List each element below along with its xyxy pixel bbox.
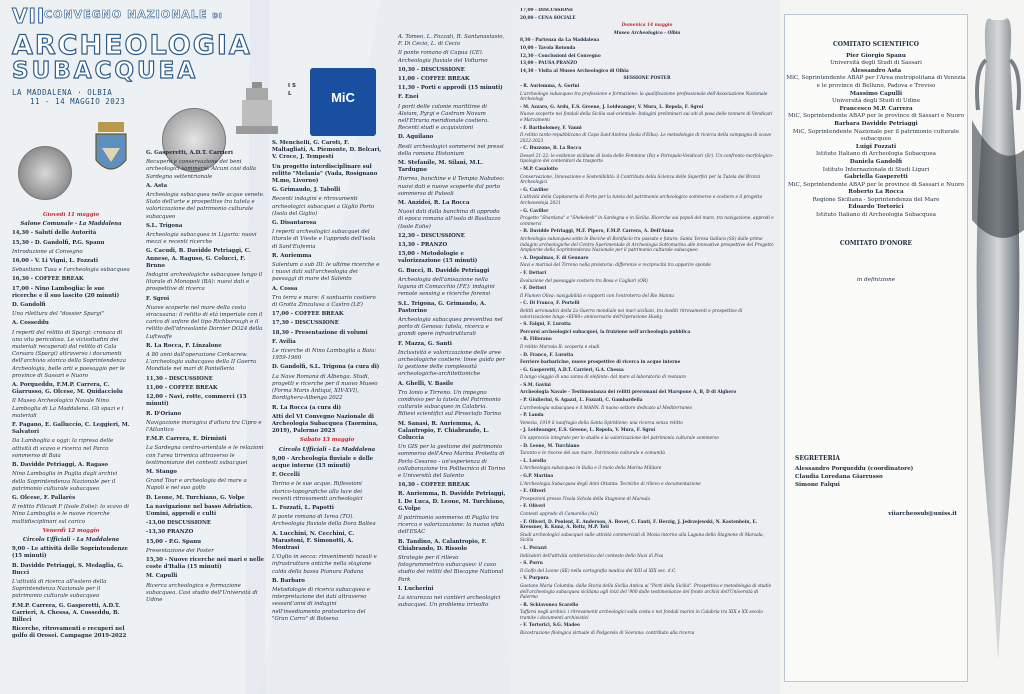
program-line: Il relitto Marzola II: scoperta e studi [520,344,600,350]
program-line: 13,30 - PRANZO [398,242,448,249]
column-2-list [146,150,266,604]
program-line: A. Porqueddu, F.M.P. Carrera, C. Giarrusso, G. Olcese, M. Quidacciolu [12,382,123,396]
program-line: G. Bucci, B. Davidde Petriaggi [398,267,490,274]
committee-member-name: Gabriella Gasperetti [844,174,908,181]
program-line: - P. Giulierini, S. Agazzi, L. Fozzati, C. Gambardella [520,398,643,404]
program-line: 16,30 - COFFEE BREAK [12,276,84,283]
program-line: L'archeologo subacqueo tra professione e formazione: la qualificazione professionale dell'Associazione Nazionale Archeologi [520,91,768,103]
program-line: Archeologia subacquea sotto le Bocche di Bonifacio tra passato e futuro: Santa Teresa Gallura (SS) dalle prime indagini archeologiche del Centro Sperimentale di Archeologia Sottomarina alle innovative prospettive del Progetto Ampliorite della Soprintendenza Nazionale per il patrimonio culturale subacqueo [520,237,774,254]
program-line: 9,00 - Le attività delle Soprintendenze (15 minuti) [12,546,128,560]
program-line: M. Stango [146,468,177,475]
column-4-list [398,34,506,609]
program-line: Ricerca archeologica e formazione subacquea. Casi studio dell'Università di Udine [146,582,258,603]
program-line: 13,00 - PAUSA PRANZO [520,61,578,67]
program-line: A 80 anni dall'operazione Corkscrew. L'archeologia subacquea della II Guerra Mondiale nei mari di Pantelleria [146,352,257,373]
program-line: Nino Lamboglia in Puglia dagli archivi della Soprintendenza Nazionale per il patrimonio culturale subacqueo [12,471,118,492]
program-line: M. Sanasi, R. Auriemma, A. Calantropio, F. Chiabrando, L. Coluccia [398,420,489,441]
program-line: A. Cosseddu [12,320,49,327]
program-line: I reperti del relitto di Spargi: cronaca di una vita pericolosa. Le vicissitudini dei materiali recuperati dal relitto di Cala Corsara (Spargi) attraverso i documenti dell'archivio storico della Soprintendenza Archeologia, belle arti e paesaggio per le province di Sassari e Nuoro [12,329,126,379]
program-line: R. La Rocca (a cura di) [272,404,342,411]
program-line: B. Davidde Petriaggi, S. Medaglia, G. Bucci [12,562,124,576]
program-line: Prospezioni presso l'Isola Schola della Stagnone di Marsala [520,496,651,502]
program-line: Il Museo Archeologico Navale Nino Lamboglia di La Maddalena. Gli spazi e i materiali [12,398,124,419]
program-line: - M.P. Casalotto [520,167,558,173]
program-line: 17,00 - COFFEE BREAK [272,311,344,318]
program-line: La sicurezza nei cantieri archeologici subacquei. Un problema irrisolto [398,595,501,609]
committee-member-name: Pier Giorgio Spanu [846,52,906,59]
committee-panel [784,14,968,682]
program-line: - J. Leidwanger, E.S. Greene, L. Repola, V. Mura, F. Sgroi [520,428,656,434]
program-line: M. Stefanile, M. Silani, M.L. Tardugno [398,160,483,174]
program-line: 15,30 - D. Gandolfi, P.G. Spanu [12,239,105,246]
program-line: - G. Caviller [520,208,549,214]
program-line: Venerdì 12 maggio [42,527,100,534]
program-line: 16,00 - V. Li Vigni, L. Fozzati [12,258,99,265]
program-line: Metodologie di ricerca subacquea e interpretazione dei dati attraverso sessant'anni di indagini nell'insediamento protostorico del "Gran Carro" di Bolsena [272,586,370,622]
program-line: Taranto e le risorse del suo mare. Patrimonio culturale e comunità [520,451,665,457]
program-line: Tra terra e mare: il santuario costiero di Grotta Zinzulusa a Castro (LE) [272,294,376,309]
program-line: Recenti indagini e ritrovamenti archeologici subacquei a Giglio Porto (Isola del Giglio) [272,196,375,217]
program-line: D. Gandolfi [12,302,46,309]
program-line: - C. Di Franco, F. Portelli [520,301,580,307]
committee-member-affiliation: MiC, Soprintendente ABAP per le province di Sassari e Nuoro [788,113,964,120]
program-line: - S. Falqui, F. Lurotta [520,322,571,328]
monument-logo-icon [232,80,282,138]
program-line: L'Archeologia subacquea in Italia e il ruolo della Marina Militare [520,466,662,472]
program-line: 12,30 - Conclusioni del Convegno [520,53,601,59]
program-column-5 [520,8,774,692]
program-line: Un GIS per la gestione del patrimonio sommerso dell'Area Marina Protetta di Porto Cesareo - un'esperienza di collaborazione tra Politecnico di Torino e Università del Salento [398,444,506,479]
program-line: - F. Oliverl [520,504,546,510]
program-line: -13,30 PRANZO [146,529,194,536]
committee-member-affiliation: Istituto Italiano di Archeologia Subacquea [815,151,937,158]
secretary-heading: SEGRETERIA [795,454,841,462]
program-line: - V. Purpura [520,576,549,582]
program-line: Archeologia subacquea preventiva nel porto di Genova: tutela, ricerca e grandi opere infrastrutturali [398,316,503,338]
program-line: 15,00 - Metodologie e valorizzazione (15 minuti) [398,251,478,265]
program-line: Il relitto Filicudi F (Isole Eolie): lo scavo di Nino Lamboglia e le nuove ricerche multidisciplinari sul carico [12,504,130,525]
program-column-2 [146,150,266,690]
program-line: Sabato 13 maggio [299,437,355,444]
program-line: Nuove scoperte nel mare della costa siracusana: il relitto di età imperiale con il carico di anfore del tipo Richborough e il relitto dell'idrovolante Dornier DO24 della Luftwaffe [146,304,263,340]
program-line: 20,00 - CENA SOCIALE [520,15,576,21]
program-line: 12,00 - Navi, rotte, commerci (15 minuti) [146,394,247,408]
committee-member-name: Francesco M.P. Carrera [839,105,913,112]
program-line: S.L. Trigona [146,222,183,229]
program-line: F. Mazza, G. Santi [398,340,452,347]
program-line: Archeologia dell'anisazione nella laguna di Comacchio (FE): indagini remote sensing e ricerche forensi [398,276,495,298]
program-line: Venezia, 1919 il naufragio della Santa Spiridione: una ricerca senza relitto [520,420,683,426]
program-line: 15,30 - Nuove ricerche nei mari e nelle coste d'Italia (15 minuti) [146,556,265,571]
program-line: A. Cossa [272,285,298,292]
program-line: Introduzione al Convegno [12,248,83,255]
program-line: D. Gandolfi, S.L. Trigona (a cura di) [272,364,380,371]
program-line: L'attività della Capitaneria di Porto per la tutela del patrimonio archeologico sommerso e costiero e il progetto Archeoesteja 2021 [520,195,763,207]
program-line: I. Lucherini [398,585,434,592]
program-line: Archeologia subacquea in Liguria: nuovi mezzi e recenti ricerche [146,232,257,246]
program-line: - F. Dettori [520,286,547,292]
program-line: Ricerche, ritrovamenti e recuperi nel golfo di Orosei. Campagne 2019-2022 [12,626,127,640]
program-line: M. Anzidei, R. La Rocca [398,200,470,207]
program-line: G. Grimaudo, J. Tabolli [272,187,341,194]
program-line: 11,30 - DISCUSSIONE [146,375,213,382]
university-seal-icon [18,146,72,200]
committee-member-name: Massimo Capulli [849,90,903,97]
committee-member-affiliation: MiC, Soprintendente ABAP per le province di Sassari e Nuoro [788,181,964,188]
program-line: - L. Perazzi [520,545,547,551]
program-line: 17,30 - DISCUSSIONE [272,320,339,327]
program-line: Museo Archeologico - Olbia [613,30,681,36]
program-line: Salentum a sub III: le ultime ricerche e i nuovi dati sull'archeologia dei paesaggi di mare del Salento [272,262,380,283]
program-line: Resti archeologici sommersi nei pressi della romana Histonium [398,143,504,157]
program-line: F. Pagano, E. Galluccio, C. Leggieri, M. Salvatori [12,422,130,436]
program-line: 15,00 - P.G. Spanu [146,538,202,545]
program-line: Il Fiumen Oliva: navigabilità e rapporti con l'entroterra del Rio Mannu [520,293,675,299]
program-line: Circolo Ufficiali - La Maddalena [22,536,120,543]
program-line: - S. Porru [520,561,543,567]
program-line: F. Avilia [272,338,296,345]
program-line: A. Asta [146,182,168,189]
program-line: Contesti approdo di Camarella (AG) [520,511,599,517]
program-line: - F. Dettori [520,270,547,276]
program-line: L'attività di ricerca all'estero della Soprintendenza Nazionale per il patrimonio culturale subacqueo [12,578,107,600]
program-line: Nuove scoperte nei fondali della Sicilia sud-orientale: Indagini preliminari sui siti di posa delle tonnare di Vendicari e Marzamemi [520,112,773,123]
program-line: Torino e le sue acque. Riflessioni storico-topografiche alla luce dei recenti ritrovamenti archeologici [272,481,363,502]
program-column-1 [12,212,130,692]
program-line: L'Oglio in secca: rinvenimenti navali e infrastrutture antiche nella stagione calda della bassa Pianura Padana [272,554,377,575]
program-line: F.M.P. Carrera, E. Dirminti [146,436,227,443]
program-line: 12,30 - DISCUSSIONE [398,232,465,239]
program-line: Il relitto tardo-repubblicano di Capo Sant'Andrea (Isola d'Elba). Le metodologie di ricerca della campagna di scavo 2022-2023 [520,133,772,144]
program-line: 11,30 - Porti e approdi (15 minuti) [398,85,503,92]
program-line: Horrea, banchine e il Tempio Nabateo: nuovi dati e nuove scoperte dal porto sommerso di Puteoli [398,176,505,197]
program-line: F. Enei [398,94,419,101]
program-line: Il ponte romano di Capua (CE). Archeologia fluviale del Volturno [398,50,488,64]
program-column-4 [398,34,506,690]
program-line: I porti delle colonie marittime di Alsium, Pyrgi e Castrum Novum nell'Etruria meridionale costiera. Recenti studi e acquisizioni [398,103,489,132]
program-line: G. Cacudi, B. Davidde Petriaggi, C. Annese, A. Raguso, G. Colucci, F. Bruno [146,248,251,269]
secretary-member: Simone Falqui [795,481,840,488]
honor-heading: COMITATO D'ONORE [839,239,913,247]
contact-email: viiarcheosub@uniss.it [888,511,957,518]
program-line: Tra Ionio e Tirreno. Un impegno condiviso per la tutela del Patrimonio culturale subacqueo in Calabria. Rilievi scientifici sul Pirosciafo Torino [398,389,501,418]
program-line: 8,30 - Partenza da La Maddalena [520,38,600,44]
program-line: Le ricerche di Nino Lamboglia a Baia: 1959-1960 [272,348,377,362]
program-line: A. Lucchini, N. Cecchini, C. Marastoni, F. Simonotti, A. Montrasi [272,530,355,551]
program-line: Inclusività e valorizzazione delle aree archeologiche costiere: linee guida per la gestione delle complessità archeologiche-architettoniche [398,349,505,378]
secretary-member: Alessandro Porqueddu (coordinatore) [795,466,914,473]
program-line: SESSIONE POSTER [623,76,671,82]
program-line: D. Aquilano [398,134,434,141]
event-dates: 11 - 14 MAGGIO 2023 [30,97,126,106]
program-line: Il ponte romano di Ivrea (TO). Archeologia fluviale della Dora Baltea [272,514,376,528]
program-line: Atti del VI Convegno Nazionale di Archeologia Subacquea (Taormina, 2019), Palermo 2023 [272,413,378,435]
program-line: - G.P. Martino [520,474,554,479]
program-line: - F. Tortorici, S.G. Madeo [520,623,580,629]
program-line: A. Ghelli, V. Basile [398,380,454,387]
committee-member-affiliation: Istituto Italiano di Archeologia Subacquea [815,212,937,219]
program-line: Percorsi archeologici subacquei, la fruizione nell'archeologia pubblica [520,329,691,335]
program-line: L. Fozzati, L. Papotti [272,504,334,511]
program-line: F. Occelli [272,472,300,479]
day-venue: Salone Comunale - La Maddalena [20,221,122,228]
program-line: - R. Filiorano [520,337,552,343]
program-line: - D. Leone, M. Turchiano [520,443,580,449]
program-line: Dessel 21-22: le evidenze siciliane di Isola delle Femmine (Pa) e Portopalo-Vendicari (Sr). Un confronto morfologico-tipologico dei contenitori da trasporto [520,153,774,165]
committee-member-affiliation: Regione Siciliana - Soprintendenza del Mare [812,196,940,203]
edition-number: VII [12,4,46,28]
program-line: 14,30 - Visita al Museo Archeologico di Olbia [520,68,629,74]
program-line: Da Lamboglia a oggi: la ripresa delle attività di scavo e ricerca nel Parco sommerso di Baia [12,438,114,459]
program-line: R. D'Oriano [146,410,182,417]
program-line: S.L. Trigona, G. Grimaudo, A. Pastorino [398,300,487,314]
program-line: Relitti aeronautici della 2a Guerra mondiale nei mari siciliani, tra inediti ritrovamenti e prospettive di valorizzazione lungo «EF80» anniversario dell'Operazione Husky [520,308,743,320]
program-line: D. Leone, M. Turchiano, G. Volpe [146,494,245,501]
program-line: Grand Tour e archeologia del mare a Napoli e nel suo golfo [146,478,247,492]
secretary-list [785,466,967,489]
program-line: Conservazione, Innovazione e Sostenibilità: il Contributo della Scienza delle Superfici per la Tutela dei Bronzi Archeologici [520,174,761,186]
program-line: Evoluzione del paesaggio costiero tra Bosa e Cagliari (OR) [520,278,648,284]
program-line: 10,30 - DISCUSSIONE [398,66,465,73]
secretary-member: Claudia Loredana Giarrusso [795,474,883,481]
program-line: Un progetto interdisciplinare sul relitto "Melania" (Vada, Rosignano M.mo, Livorno) [272,163,378,185]
program-line: Un approccio integrato per lo studio e la valorizzazione del patrimonio culturale sommerso [520,436,719,442]
column-1-list [12,230,130,640]
program-line: 16,30 - COFFEE BREAK [398,482,470,489]
committee-list [785,53,967,220]
committee-member-name: Luigi Fozzati [855,143,897,150]
committee-member-affiliation: MiC, Soprintendente Nazionale per il patrimonio culturale subacqueo [792,128,960,143]
committee-member-name: Alessandro Asta [850,67,902,74]
program-line: Circolo Ufficiali - La Maddalena [278,446,376,453]
program-line: Strategie per il rilievo fotogrammetrico subacqueo: il caso studio dei relitti del Biscayne National Park [398,555,504,583]
program-line: B. Tandino, A. Calantropio, F. Chiabrando, D. Rissolo [398,538,487,552]
program-line: G. Olcese, F. Pallarès [12,494,76,501]
program-line: G. Gasperetti, A.D.T. Carrieri [146,150,233,156]
column-5-list [520,8,774,637]
program-line: - G. Cavilier [520,187,549,193]
program-line: I reperti archeologici subacquei del litorale di Vieste e l'approdo dell'isola di Sant'Eufemia [272,229,376,250]
program-line: Progetto "Shardana" e "Shekelesh" in Sardegna e in Sicilia. Ricerche sui popoli del mare, tra navigazione, approdi e commerci [520,216,774,227]
committee-member-name: Roberto La Rocca [848,189,904,196]
program-line: 17,00 - DISCUSSIONE [520,8,574,13]
title-subacquea: SUBACQUEA [12,58,199,84]
program-line: - R. Auriemma, A. Gorini [520,83,580,89]
convegno-label: CONVEGNO NAZIONALE DI [44,8,223,21]
program-line: S. Menchelli, G. Caroti, F. Maltagliati, A. Piemonte, D. Belcari, V. Croce, J. Tempesti [272,140,382,161]
program-line: Nuovi dati dalla banchina di approdo di epoca romana all'isola di Basiluzzo (Isole Eolie) [398,209,501,230]
committee-member-name: Daniela Gandolfi [849,158,903,165]
program-line: Archeologia Navale - Testimonianza dei relitti preromani del Marspone A, B, D di Alghero [520,390,737,396]
program-line: 10,00 - Tavola Rotonda [520,45,576,51]
program-line: Studi archeologici subacquei sulle attività commerciali di Mozia intorno alla Laguna dello Stagnone di Marsala, Sicilia [520,532,764,544]
program-line: - F. Bartholomey, F. Vanni [520,125,582,131]
mic-logo: MiC [310,68,376,136]
program-line: - E. Oliverl [520,489,546,495]
program-line: Indicatori dell'attività cantieristica del contesto dello Nuvi di Pisa [520,553,664,559]
program-line: M. Capulli [146,573,178,580]
program-line: L'archeologia subacquea e il MANN. Il nuovo settore dedicato al Mediterraneo [520,405,693,411]
column-3-list [272,140,382,623]
committee-member-affiliation: Università degli Studi di Udine [831,98,921,105]
program-line: 14,30 - Saluti delle Autorità [12,230,97,237]
committee-member-affiliation: MiC, Soprintendente ABAP per l'Area metropolitana di Venezia e le province di Belluno, Padova e Treviso [786,75,966,89]
program-column-3 [272,140,382,690]
program-line: Ricostruzione filologica virtuale di Podgorelo di Sovrana: contributo alla ricerca [520,631,695,637]
program-line: La Sardegna centro-orientale e le relazioni con l'area tirrenica attraverso le testimonianze dei contesti subacquei [146,445,264,466]
program-line: - P. Landa [520,413,544,419]
program-line: La navigazione nel basso Adriatico. Uomini, approdi e culti [146,503,253,517]
program-line: - G. Gasperetti, A.D.T. Carrieri, G.A. Chessa [520,367,624,373]
program-line: Sebastiano Tusa e l'archeologia subacquea [12,267,130,274]
program-line: - L. Lerella [520,458,547,464]
committee-member-name: Edoardo Tortorici [848,204,904,211]
amphora-decoration-icon [972,0,1024,694]
committee-heading: COMITATO SCIENTIFICO [832,41,919,48]
program-line: R. Auriemma, B. Davidde Petriaggi, I. De Luca, D. Leone, M. Turchiano, G.Volpe [398,491,506,512]
program-line: 11,00 - COFFEE BREAK [398,76,470,83]
program-line: Archeologia subacquea nelle acque venete. Stato dell'arte e prospettive tra tutela e valorizzazione del patrimonio culturale subacqueo [146,192,265,220]
program-line: 18,30 - Presentazione di volumi [272,329,368,336]
program-line: Una rilettura del "dossier Spargi" [12,311,105,318]
program-line: - R. Schiavonea Scarello [520,602,579,608]
program-line: B. Davidde Petriaggi, A. Ragaso [12,462,108,469]
program-line: Navigazione moragica d'altura tra Cipro e l'Atlantico [146,419,262,433]
program-line: 9,00 - Archeologia fluviale e delle acque interne (15 minuti) [272,455,374,469]
committee-member-affiliation: Università degli Studi di Sassari [830,60,922,67]
coat-of-arms-icon [90,118,132,188]
program-line: - C. Buzzone, R. La Rocca [520,146,582,152]
program-line: - B. Davidde Petriaggi, M.F. Pipero, F.M.P. Carrera, A. Dell'Anna [520,229,674,235]
program-line: - S.M. Gavini [520,382,551,388]
isl-label: I S L [288,83,296,97]
program-line: - D. Franco, F. Lurotta [520,352,574,358]
program-line: A. Tomeo, L. Fozzati, R. Santanastasio, F. Di Cecio, L. di Cecio [398,34,505,48]
program-line: Gaetano Maria Columba: dalla Storia della Sicilia Antica ai "Porti della Sicilia". Prospettiva e metodologia di studio dell'archeologia subacquea siciliana agli inizi del '900 dalle testimonianze del fondo archivi dell'Università di Palermo [520,583,772,601]
program-line: F. Sgroi [146,295,170,302]
committee-member-name: Barbara Davidde Petriaggi [834,120,918,127]
program-line: Il Golfo del Leone (SE) nella cartografia nautica del XIII al XIX sec. d.C. [520,568,677,574]
program-line: L'Archeologia Subacquea degli Anni Ottanta: Tecniche di rilievo e documentazione [520,481,701,487]
program-line: Il lungo viaggio di una zanna di elefante: dal mare al laboratorio di restauro [520,375,686,381]
day-heading: Giovedì 11 maggio [42,212,100,218]
program-line: F.M.P. Carrera, G. Gasperetti, A.D.T. Carrieri, A. Chessa, A. Cosseddu, B. Billeci [12,602,121,623]
title-archeologia: ARCHEOLOGIA [12,30,252,61]
program-line: R. La Rocca, F. Linzalone [146,342,222,349]
program-line: - M. Azzaro, G. Ardu, E.S. Greene, J. Leidwanger, V. Mura, L. Repola, F. Sgroi [520,104,704,110]
program-line: Ferriere barbaricine, nuove prospettive di ricerca in acque interne [520,360,681,366]
program-line: Recupero e conservazione dei beni archeologici sommersi. Alcuni casi dalla Sardegna settentrionale [146,159,257,180]
committee-member-affiliation: Istituto Internazionale di Studi Liguri [822,166,930,173]
program-line: 11,00 - COFFEE BREAK [146,384,218,391]
honor-note: in definizione [856,277,896,284]
program-line: Taffarsi negli archivi: i ritrovamenti archeologici sulla costa e nei fondali marini in Calabria tra XIX e XX secolo tramite i documenti archivistici [520,610,763,621]
program-line: Il patrimonio sommerso di Puglia tra ricerca e valorizzazione: la nuova sfida dell'ESAC [398,514,505,536]
program-line: G. Disantarosa [272,220,317,227]
program-line: - F. Oliverl, D. Poulent, E. Anderson, A. Bovet, C. Fanti, F. Herzig, J. Jedrzejewski, N. Kastenbein, E. Kressner, R. Kunz, A. Reitz, M.P. Toti [520,519,758,531]
program-line: Domenica 14 maggio [621,23,673,29]
program-line: - A. Depalmas, F. di Gennaro [520,255,589,261]
program-line: B. Barbaro [272,577,305,584]
program-line: 17,00 - Nino Lamboglia: le sue ricerche e il suo lascito (20 minuti) [12,285,120,299]
event-place: LA MADDALENA · OLBIA [12,88,113,97]
program-line: La Nave Romana di Albenga. Studi, progetti e ricerche per il nuovo Museo (Forma Maris Antiqui, XIV-XVI), Bordighera-Albenga 2022 [272,373,378,402]
program-line: R. Auriemma [272,252,312,259]
program-line: Presentazione dei Poster [146,547,214,554]
program-line: Indagini archeologiche subacquee lungo il litorale di Monopoli (BA): nuovi dati e prospettive di ricerca [146,272,263,293]
program-line: -13,00 DISCUSSIONE [146,520,211,527]
program-line: Navi e marinai del Tirreno nella preistoria: differenze e reciprocità tra apparire sponde [520,263,711,269]
